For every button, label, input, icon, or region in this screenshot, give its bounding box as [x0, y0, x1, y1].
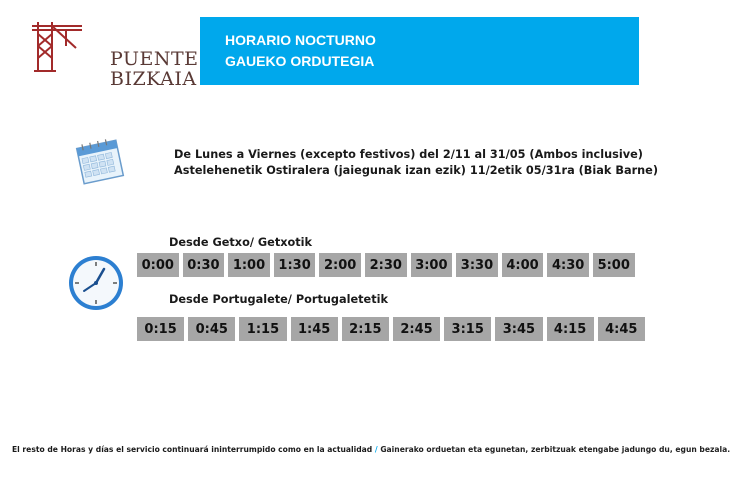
- logo-line2: BIZKAIA: [110, 68, 197, 90]
- time-cell: 0:00: [137, 253, 179, 277]
- title-banner: [200, 17, 639, 85]
- time-cell: 4:15: [547, 317, 594, 341]
- footer-text-eu: Gainerako orduetan eta egunetan, zerbitzuak etengabe jadungo du, egun bezala.: [380, 445, 730, 454]
- logo-line1: PUENTE: [110, 48, 199, 70]
- portugalete-departures-label: Desde Portugalete/ Portugaletetik: [169, 293, 389, 306]
- time-cell: 2:30: [365, 253, 407, 277]
- portugalete-times-row: [137, 317, 645, 341]
- footer-text-es: El resto de Horas y días el servicio continuará ininterrumpido como en la actualidad: [12, 445, 373, 454]
- time-cell: 4:45: [598, 317, 645, 341]
- banner-title-es: HORARIO NOCTURNO: [225, 32, 376, 48]
- time-cell: 4:00: [502, 253, 544, 277]
- schedule-line-es: De Lunes a Viernes (excepto festivos) del 2/11 al 31/05 (Ambos inclusive): [174, 148, 643, 161]
- time-cell: 2:15: [342, 317, 389, 341]
- time-cell: 3:00: [411, 253, 453, 277]
- time-cell: 0:30: [183, 253, 225, 277]
- footer-separator: /: [374, 445, 378, 454]
- time-cell: 3:15: [444, 317, 491, 341]
- getxo-times-row: [137, 253, 635, 277]
- time-cell: 4:30: [547, 253, 589, 277]
- time-cell: 0:15: [137, 317, 184, 341]
- bridge-logo-icon: [30, 16, 82, 74]
- banner-title-eu: GAUEKO ORDUTEGIA: [225, 53, 375, 69]
- time-cell: 1:45: [291, 317, 338, 341]
- schedule-period: [174, 147, 658, 179]
- time-cell: 1:30: [274, 253, 316, 277]
- footer-note: [12, 445, 730, 454]
- time-cell: 1:15: [239, 317, 286, 341]
- getxo-departures-label: Desde Getxo/ Getxotik: [169, 236, 313, 249]
- time-cell: 3:45: [495, 317, 542, 341]
- time-cell: 2:00: [319, 253, 361, 277]
- time-cell: 2:45: [393, 317, 440, 341]
- puente-bizkaia-logo: [30, 16, 199, 90]
- schedule-line-eu: Astelehenetik Ostiralera (jaiegunak izan ezik) 11/2etik 05/31ra (Biak Barne): [174, 164, 659, 177]
- time-cell: 1:00: [228, 253, 270, 277]
- time-cell: 5:00: [593, 253, 635, 277]
- time-cell: 3:30: [456, 253, 498, 277]
- logo-wordmark: [110, 49, 199, 89]
- calendar-icon: [72, 134, 128, 190]
- clock-icon: [66, 253, 126, 313]
- time-cell: 0:45: [188, 317, 235, 341]
